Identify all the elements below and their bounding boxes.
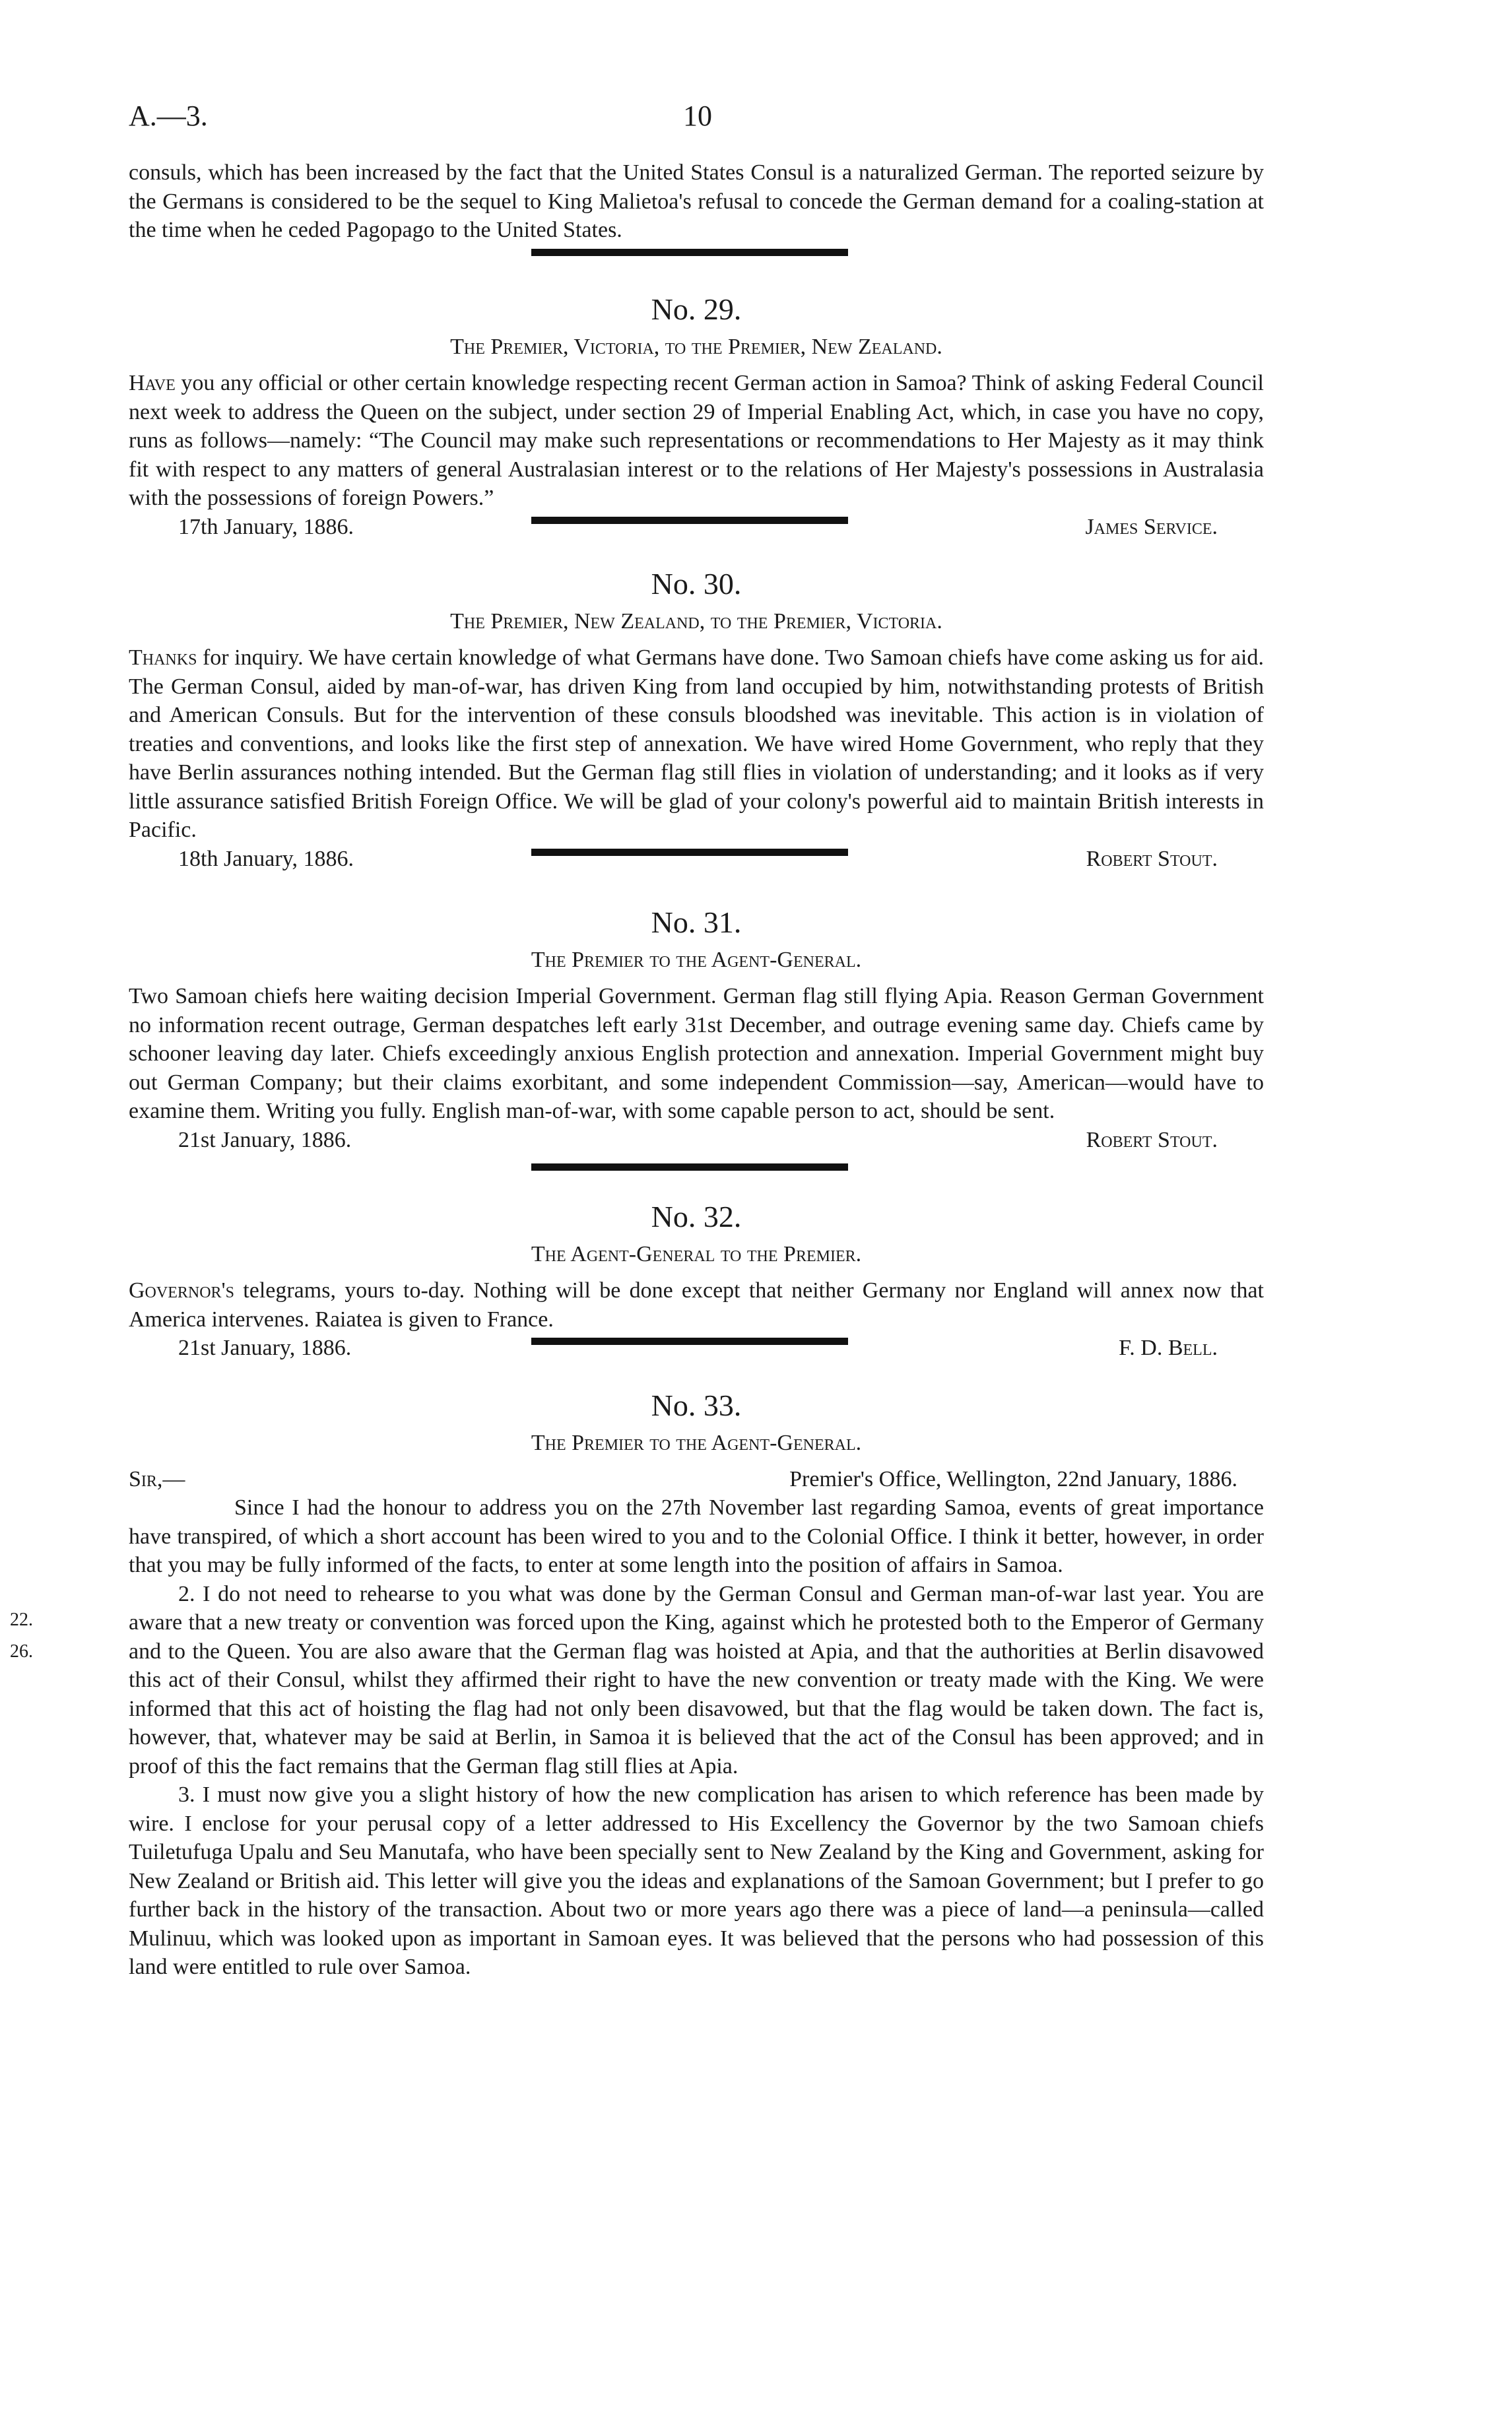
telegram-date-31: 21st January, 1886. (178, 1127, 352, 1152)
telegram-heading-31: The Premier to the Agent-General. (531, 948, 862, 972)
telegram-footer-32 (129, 1334, 1264, 1363)
page-number: 10 (683, 100, 712, 132)
telegram-date-29: 17th January, 1886. (178, 514, 354, 539)
telegram-signature-32: F. D. Bell. (1119, 1336, 1218, 1360)
telegram-date-32: 21st January, 1886. (178, 1336, 352, 1360)
divider-rule (531, 849, 848, 856)
telegram-lead-29: Have (129, 371, 176, 395)
telegram-date-30: 18th January, 1886. (178, 846, 354, 871)
telegram-footer-31 (129, 1126, 1264, 1155)
telegram-number-29: No. 29. (651, 292, 742, 326)
telegram-heading-30: The Premier, New Zealand, to the Premier, Victoria. (450, 609, 942, 634)
letter-paragraph-3: 3. I must now give you a slight history of how the new complication has arisen to which reference has been made by wire. I enclose for your perusal copy of a letter addressed to His Excellency the Governor by the two Samoan chiefs Tuiletufuga Upalu and Seu Manutafa, who have been specially sent to New Zealand by the King and Government, asking for New Zealand or British aid. This letter will give you the ideas and explanations of the Samoan Government; but I prefer to go further back in the history of the transaction. About two or more years ago there was a piece of land—a peninsula—called Mulinuu, which was looked upon as important in Samoan eyes. It was believed that the persons who had possession of this land were entitled to rule over Samoa. (129, 1782, 1264, 1979)
telegram-number-31: No. 31. (651, 905, 742, 939)
telegram-heading-32: The Agent-General to the Premier. (531, 1242, 862, 1266)
divider-rule (531, 1338, 848, 1345)
telegram-lead-30: Thanks (129, 645, 197, 670)
telegram-number-32: No. 32. (651, 1200, 742, 1233)
letter-paragraph-2: 2. I do not need to rehearse to you what was done by the German Consul and German man-of-war last year. You are aware that a new treaty or convention was forced upon the King, against which he protested both to the Emperor of Germany and to the Queen. You are also aware that the German flag was hoisted at Apia, and that the authorities at Berlin disavowed this act of their Consul, whilst they affirmed their right to have the new convention or treaty made with the King. We were informed that this act of hoisting the flag had not only been disavowed, but that the flag would be taken down. The fact is, however, that, whatever may be said at Berlin, in Samoa it is believed that the act of the Consul has been approved; and in proof of this the fact remains that the German flag still flies at Apia. (129, 1581, 1264, 1779)
telegram-lead-32: Governor's (129, 1278, 235, 1303)
telegram-number-30: No. 30. (651, 567, 742, 601)
letter-opening (129, 1465, 1264, 1494)
telegram-signature-30: Robert Stout. (1086, 846, 1218, 871)
telegram-footer-30 (129, 845, 1264, 874)
telegram-text-29: you any official or other certain knowledge respecting recent German action in Samoa? Think of asking Federal Council next week to address the Queen on the subject, under section 29 of Imperial Enabling Act, which, in case you have no copy, runs as follows—namely: “The Council may make such representations or recommendations to Her Majesty as it may think fit with respect to any matters of general Australasian interest or to the relations of Her Majesty's possessions in Australasia with the possessions of foreign Powers.” (129, 371, 1264, 510)
letter-salutation: Sir,— (129, 1466, 185, 1491)
telegram-body-31: Two Samoan chiefs here waiting decision Imperial Government. German flag still flying Apia. Reason German Government no information recent outrage, German despatches left early 31st December, and outrage evening same day. Chiefs came by schooner leaving day later. Chiefs exceedingly anxious English protection and annexation. Imperial Government might buy out German Company; but their claims exorbitant, and some independent Commission—say, American—would have to examine them. Writing you fully. English man-of-war, with some capable person to act, should be sent. (129, 984, 1264, 1123)
divider-rule (531, 249, 848, 256)
divider-rule (531, 517, 848, 524)
section-divider (129, 245, 1264, 274)
telegram-body-32 (129, 1276, 1264, 1334)
document-body (129, 158, 1264, 1982)
letter-number-33: No. 33. (651, 1388, 742, 1422)
letter-address: Premier's Office, Wellington, 22nd January, 1886. (789, 1466, 1237, 1491)
margin-note-22: 22. (10, 1610, 33, 1630)
intro-paragraph: consuls, which has been increased by the fact that the United States Consul is a naturalized German. The reported seizure by the Germans is considered to be the sequel to King Malietoa's refusal to concede the German demand for a coaling-station at the time when he ceded Pagopago to the United States. (129, 160, 1264, 242)
telegram-text-32: telegrams, yours to-day. Nothing will be done except that neither Germany nor England will annex now that America intervenes. Raiatea is given to France. (129, 1278, 1264, 1332)
letter-heading-33: The Premier to the Agent-General. (531, 1430, 862, 1455)
running-header (129, 99, 1290, 145)
page-reference: A.—3. (129, 100, 208, 132)
letter-paragraph-1: Since I had the honour to address you on the 27th November last regarding Samoa, events of great importance have transpired, of which a short account has been wired to you and to the Colonial Office. I think it better, however, in order that you may be fully informed of the facts, to enter at some length into the position of affairs in Samoa. (129, 1495, 1264, 1577)
telegram-heading-29: The Premier, Victoria, to the Premier, New Zealand. (450, 335, 942, 359)
telegram-text-30: for inquiry. We have certain knowledge of what Germans have done. Two Samoan chiefs have come asking us for aid. The German Consul, aided by man-of-war, has driven King from land occupied by him, notwithstanding protests of British and American Consuls. But for the intervention of these consuls bloodshed was inevitable. This action is in violation of treaties and conventions, and looks like the first step of annexation. We have wired Home Government, who reply that they have Berlin assurances nothing intended. But the German flag still flies in violation of understanding; and it looks as if very little assurance satisfied British Foreign Office. We will be glad of your colony's powerful aid to maintain British interests in Pacific. (129, 645, 1264, 842)
telegram-footer-29 (129, 513, 1264, 542)
telegram-body-30 (129, 643, 1264, 845)
divider-rule (531, 1163, 848, 1171)
section-divider (129, 1154, 1264, 1174)
telegram-signature-29: James Service. (1085, 514, 1218, 539)
telegram-body-29 (129, 369, 1264, 513)
telegram-signature-31: Robert Stout. (1086, 1127, 1218, 1152)
margin-note-26: 26. (10, 1641, 33, 1662)
